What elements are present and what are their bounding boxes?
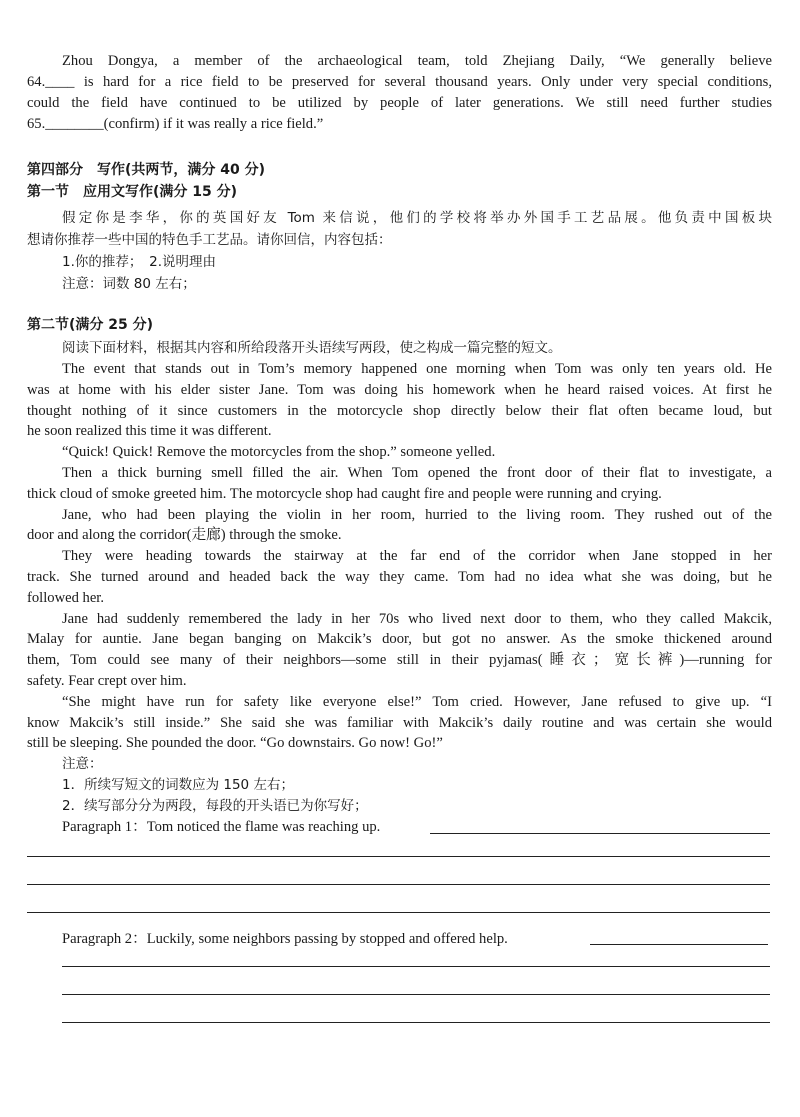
text-line: still be sleeping. She pounded the door. “Go downstairs. Go now! Go!” [27, 735, 443, 752]
section2 [27, 315, 772, 838]
answer-line[interactable] [27, 884, 770, 885]
text-line: he soon realized this time it was different. [27, 423, 272, 440]
text-line: 想请你推荐一些中国的特色手工艺品。请你回信，内容包括： [27, 232, 392, 248]
text-line: They were heading towards the stairway at the far end of the corridor when Jane stopped in her [62, 548, 772, 565]
note-item: 2．续写部分分为两段，每段的开头语已为你写好； [62, 798, 368, 815]
answer-line[interactable] [27, 856, 770, 857]
text-line: The event that stands out in Tom’s memory happened one morning when Tom was only ten years old. He [62, 361, 772, 377]
text-line: could the field have continued to be utilized by people of later generations. We still need further studies [27, 95, 772, 111]
paragraph2-prompt: Paragraph 2：Luckily, some neighbors passing by stopped and offered help. [62, 931, 508, 947]
text-line: know Makcik’s still inside.” She said she was familiar with Makcik’s daily routine and was certain she would [27, 714, 772, 731]
answer-line[interactable] [62, 994, 770, 995]
text-line: 64.____ is hard for a rice field to be preserved for several thousand years. Only under very special conditions, [27, 74, 772, 90]
paragraph2-block [27, 929, 772, 950]
section1-heading: 第一节 应用文写作(满分 15 分) [27, 184, 238, 200]
section1-items: 1.你的推荐； 2.说明理由 [62, 254, 217, 270]
answer-line[interactable] [430, 833, 770, 834]
answer-line[interactable] [62, 1022, 770, 1023]
text-line: followed her. [27, 589, 105, 606]
text-line: track. She turned around and headed back the way they came. Tom had no idea what she was doing, but he [27, 568, 772, 585]
text-line: 假定你是李华，你的英国好友 Tom 来信说，他们的学校将举办外国手工艺品展。他负责中国板块 [62, 210, 772, 226]
passage-ending [27, 51, 772, 135]
answer-line[interactable] [62, 966, 770, 967]
text-line: “Quick! Quick! Remove the motorcycles from the shop.” someone yelled. [62, 444, 496, 461]
text-line: “She might have run for safety like everyone else!” Tom cried. However, Jane refused to give up. “I [62, 693, 772, 710]
paragraph1-prompt: Paragraph 1：Tom noticed the flame was reaching up. [62, 819, 381, 836]
text-line: Malay for auntie. Jane began banging on Makcik’s door, but got no answer. As the smoke thickened around [27, 631, 772, 648]
section2-heading: 第二节(满分 25 分) [27, 317, 154, 333]
section2-instruction: 阅读下面材料，根据其内容和所给段落开头语续写两段，使之构成一篇完整的短文。 [62, 340, 562, 356]
story-text [27, 359, 772, 754]
notes-label: 注意： [62, 756, 103, 773]
text-line: Then a thick burning smell filled the air. When Tom opened the front door of their flat to investigate, a [62, 464, 772, 481]
text-line: thought nothing of it since customers in the motorcycle shop directly below their flat often became loud, but [27, 402, 772, 419]
section1-task [27, 207, 772, 251]
answer-line[interactable] [27, 912, 770, 913]
section1-requirements [27, 252, 772, 296]
text-line: safety. Fear crept over him. [27, 672, 187, 689]
note-item: 1．所续写短文的词数应为 150 左右； [62, 777, 294, 794]
text-line: 65.________(confirm) if it was really a rice field.” [27, 116, 324, 132]
text-line: them, Tom could see many of their neighbors—some still in their pyjamas(睡衣；宽长裤)—running for [27, 652, 772, 669]
text-line: Jane had suddenly remembered the lady in her 70s who lived next door to them, who they called Makcik, [62, 610, 772, 627]
text-line: Jane, who had been playing the violin in her room, hurried to the living room. They rushed out of the [62, 506, 772, 523]
answer-line[interactable] [590, 944, 768, 945]
part-heading: 第四部分 写作(共两节，满分 40 分) [27, 162, 266, 178]
text-line: Zhou Dongya, a member of the archaeological team, told Zhejiang Daily, “We generally believe [62, 53, 772, 69]
text-line: door and along the corridor(走廊) through the smoke. [27, 527, 342, 544]
text-line: was at home with his elder sister Jane. Tom was doing his homework when he heard raised voices. At first he [27, 381, 772, 398]
writing-part [27, 160, 772, 203]
section1-note: 注意：词数 80 左右； [62, 276, 196, 292]
text-line: thick cloud of smoke greeted him. The motorcycle shop had caught fire and people were running and crying. [27, 485, 662, 502]
